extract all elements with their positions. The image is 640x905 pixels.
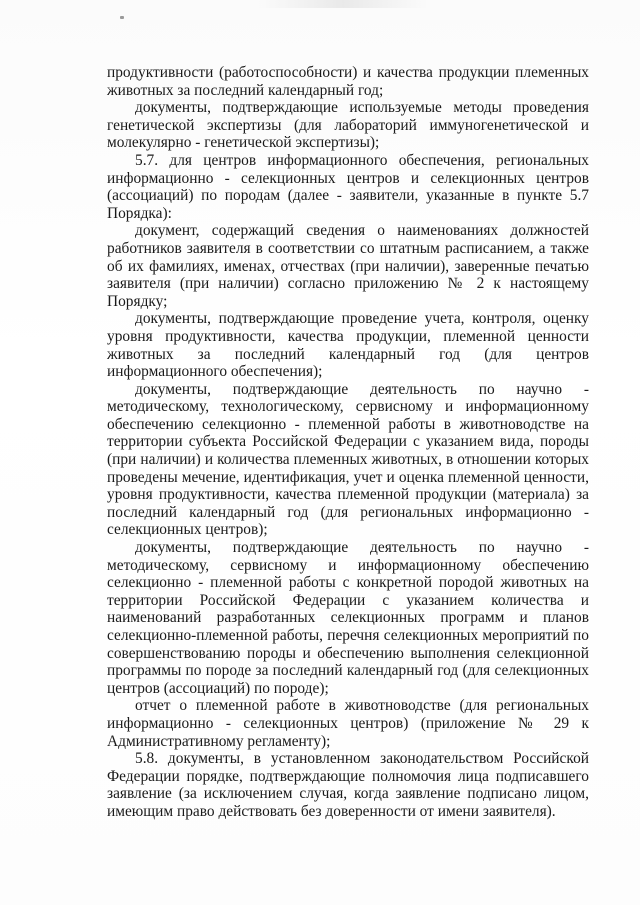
- paragraph-genetic-expertise-docs: документы, подтверждающие используемые методы проведения генетической экспертизы (для лабораторий иммуногенетической и молекулярно - генетической экспертизы);: [107, 99, 589, 152]
- paragraph-continuation-productivity: продуктивности (работоспособности) и качества продукции племенных животных за последний календарный год;: [107, 64, 589, 99]
- scan-mark: [120, 16, 124, 19]
- paragraph-staff-document: документ, содержащий сведения о наименованиях должностей работников заявителя в соответствии со штатным расписанием, а также об их фамилиях, именах, отчествах (при наличии), заверенные печатью заявителя (при наличии) согласно приложению № 2 к настоящему Порядку;: [107, 222, 589, 310]
- paragraph-5-7: 5.7. для центров информационного обеспечения, региональных информационно - селекционных центров и селекционных центров (ассоциаций) по породам (далее - заявители, указанные в пункте 5.7 Порядка):: [107, 151, 589, 222]
- paragraph-breed-activity-docs: документы, подтверждающие деятельность по научно - методическому, сервисному и информационному обеспечению селекционно - племенной работы с конкретной породой животных на территории Российской Федерации с указанием количества и наименований разработанных селекционных программ и планов селекционно-племенной работы, перечня селекционных мероприятий по совершенствованию породы и обеспечению выполнения селекционной программы по породе за последний календарный год (для селекционных центров (ассоциаций) по породе);: [107, 539, 589, 697]
- scan-smudge: [258, 0, 428, 8]
- paragraph-regional-activity-docs: документы, подтверждающие деятельность по научно - методическому, технологическому, сервисному и информационному обеспечению селекционно - племенной работы в животноводстве на территории субъекта Российской Федерации с указанием вида, породы (при наличии) и количества племенных животных, в отношении которых проведены мечение, идентификация, учет и оценка племенной ценности, уровня продуктивности, качества племенной продукции (материала) за последний календарный год (для региональных информационно - селекционных центров);: [107, 380, 589, 539]
- document-body: [107, 64, 589, 821]
- paragraph-breeding-report: отчет о племенной работе в животноводстве (для региональных информационно - селекционных центров) (приложение № 29 к Административному регламенту);: [107, 697, 589, 750]
- paragraph-5-8: 5.8. документы, в установленном законодательством Российской Федерации порядке, подтверждающие полномочия лица подписавшего заявление (за исключением случая, когда заявление подписано лицом, имеющим право действовать без доверенности от имени заявителя).: [107, 750, 589, 820]
- paragraph-accounting-docs: документы, подтверждающие проведение учета, контроля, оценку уровня продуктивности, качества продукции, племенной ценности животных за последний календарный год (для центров информационного обеспечения);: [107, 310, 589, 381]
